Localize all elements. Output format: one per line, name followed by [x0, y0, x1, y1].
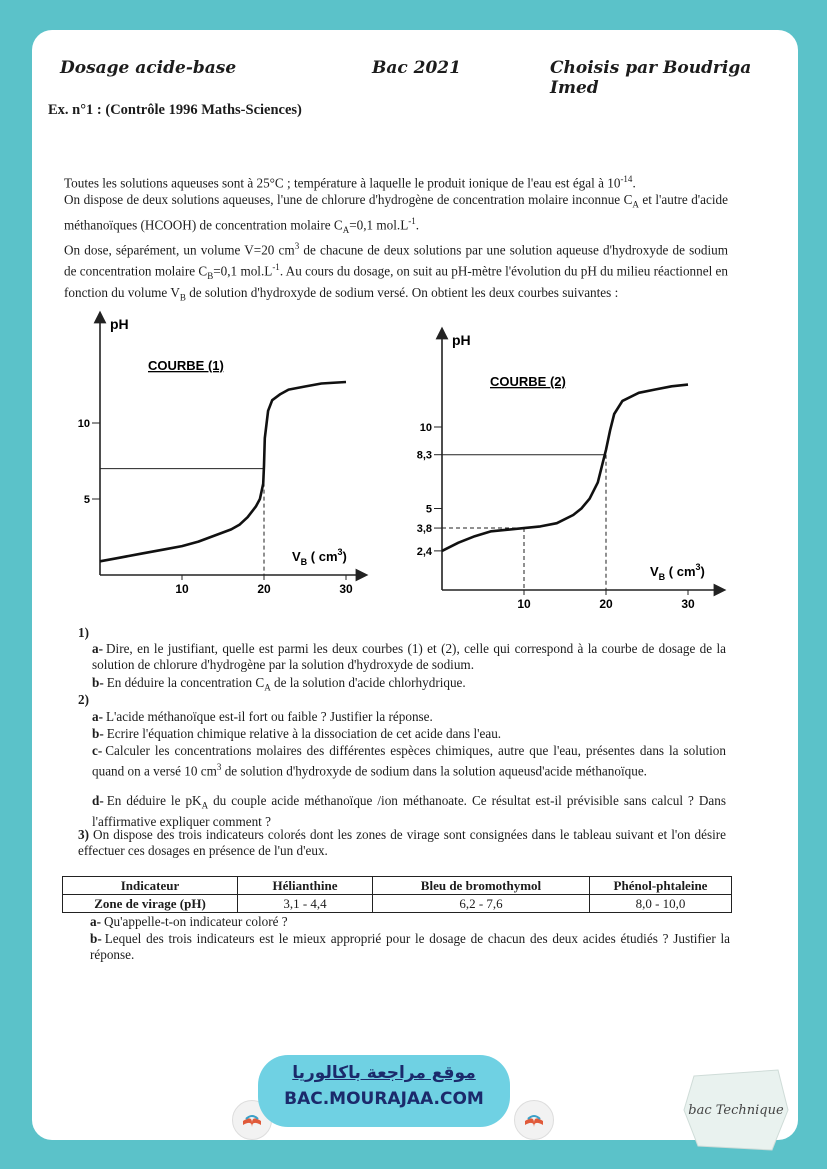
- x-tick-label: 20: [257, 582, 271, 596]
- ph-curve: [442, 385, 688, 551]
- table-header-cell: Hélianthine: [238, 877, 373, 895]
- x-axis-label: $V_B$ ( $cm^3$): [650, 562, 705, 582]
- x-tick-label: 10: [175, 582, 189, 596]
- titration-curves: [62, 305, 752, 625]
- table-cell: 3,1 - 4,4: [238, 895, 373, 913]
- question-3a: a- Qu'appelle-t-on indicateur coloré ?: [90, 914, 288, 929]
- intro-paragraph-1: Toutes les solutions aqueuses sont à 25°C ; température à laquelle le produit ionique de l'eau est égal à $10^{-14}$.: [64, 174, 636, 191]
- y-tick-label: 3,8: [416, 523, 432, 536]
- header-topic: Dosage acide-base: [60, 58, 237, 78]
- intro-paragraph-2: On dispose de deux solutions aqueuses, l'une de chlorure d'hydrogène de concentration molaire inconnue $C_A$ et l'autre d'acide méthanoïques (HCOOH) de concentration molaire $C_A=0,1$ $mol.L^{-1}$.: [64, 191, 728, 235]
- table-header-cell: Bleu de bromothymol: [373, 877, 590, 895]
- x-tick-label: 30: [339, 582, 353, 596]
- question-2c: c- Calculer les concentrations molaires des différentes espèces chimiques, autre que l'eau, présentes dans la solution quand on a versé 10 $cm^3$ de solution d'hydroxyde de sodium dans la solution aqueusd'acide méthanoïque.: [92, 743, 726, 779]
- site-banner[interactable]: [258, 1055, 510, 1127]
- bac-technique-badge: [680, 1066, 792, 1154]
- badge-text: bac Technique: [688, 1103, 784, 1118]
- chart-1: [78, 316, 362, 596]
- question-1-number: 1): [78, 625, 89, 640]
- y-tick-label: 10: [77, 418, 90, 430]
- ph-curve: [100, 382, 346, 561]
- chart-2: [417, 332, 720, 611]
- y-axis-label: pH: [452, 332, 471, 348]
- intro-paragraph-3: On dose, séparément, un volume V=20 $cm^3$ de chacune de deux solutions par une solution aqueuse d'hydroxyde de sodium de concentration molaire $C_B=0,1$ $mol.L^{-1}$. Au cours du dosage, on suit au pH-mètre l'évolution du pH du milieu réactionnel en fonction du volume $V_B$ de solution d'hydroxyde de sodium versé. On obtient les deux courbes suivantes :: [64, 241, 729, 303]
- y-tick-label: 8,3: [416, 449, 432, 462]
- x-tick-label: 30: [681, 597, 695, 611]
- question-1b: b- En déduire la concentration $C_A$ de la solution d'acide chlorhydrique.: [92, 675, 466, 693]
- y-tick-label: 10: [419, 422, 432, 434]
- site-url-link[interactable]: BAC.MOURAJAA.COM: [284, 1089, 484, 1109]
- header-year: Bac 2021: [372, 58, 461, 78]
- y-tick-label: 2,4: [416, 545, 432, 558]
- x-axis-label: $V_B$ ( $cm^3$): [292, 547, 347, 567]
- question-2a: a- L'acide méthanoïque est-il fort ou faible ? Justifier la réponse.: [92, 709, 433, 724]
- header-author: Choisis par Boudriga Imed: [550, 58, 752, 98]
- site-logo-right: [514, 1100, 554, 1140]
- question-3: 3) On dispose des trois indicateurs colorés dont les zones de virage sont consignées dans le tableau suivant et l'on désire effectuer ces dosages en présence de l'un d'eux.: [78, 827, 726, 859]
- table-header-cell: Phénol-phtaleine: [590, 877, 732, 895]
- x-tick-label: 10: [517, 597, 531, 611]
- intro-text: [64, 171, 728, 306]
- table-cell: Zone de virage (pH): [63, 895, 238, 913]
- question-2d: d- En déduire le $pK_A$ du couple acide méthanoïque /ion méthanoate. Ce résultat est-il prévisible sans calcul ? Dans l'affirmative expliquer comment ?: [92, 793, 726, 830]
- site-name-arabic[interactable]: موقع مراجعة باكالوريا: [292, 1063, 476, 1083]
- question-3b: b- Lequel des trois indicateurs est le mieux approprié pour le dosage de chacun des deux acides étudiés ? Justifier la réponse.: [90, 931, 730, 963]
- x-tick-label: 20: [599, 597, 613, 611]
- table-row: [63, 895, 732, 913]
- document-page: [32, 30, 798, 1140]
- table-cell: 8,0 - 10,0: [590, 895, 732, 913]
- question-2b: b- Ecrire l'équation chimique relative à la dissociation de cet acide dans l'eau.: [92, 726, 502, 741]
- table-header-cell: Indicateur: [63, 877, 238, 895]
- table-header-row: [63, 877, 732, 895]
- question-1a: a- Dire, en le justifiant, quelle est parmi les deux courbes (1) et (2), celle qui correspond à la courbe de dosage de la solution de chlorure d'hydrogène par la solution d'hydroxyde de sodium.: [92, 641, 726, 673]
- table-cell: 6,2 - 7,6: [373, 895, 590, 913]
- question-2-number: 2): [78, 692, 89, 707]
- book-icon: [515, 1101, 553, 1139]
- chart-title: COURBE (1): [148, 358, 224, 373]
- y-tick-label: 5: [83, 494, 90, 506]
- chart-title: COURBE (2): [490, 374, 566, 389]
- y-tick-label: 5: [425, 503, 432, 516]
- y-axis-label: pH: [110, 316, 129, 332]
- exercise-title: Ex. n°1 : (Contrôle 1996 Maths-Sciences): [48, 102, 302, 118]
- indicator-table: [62, 876, 732, 913]
